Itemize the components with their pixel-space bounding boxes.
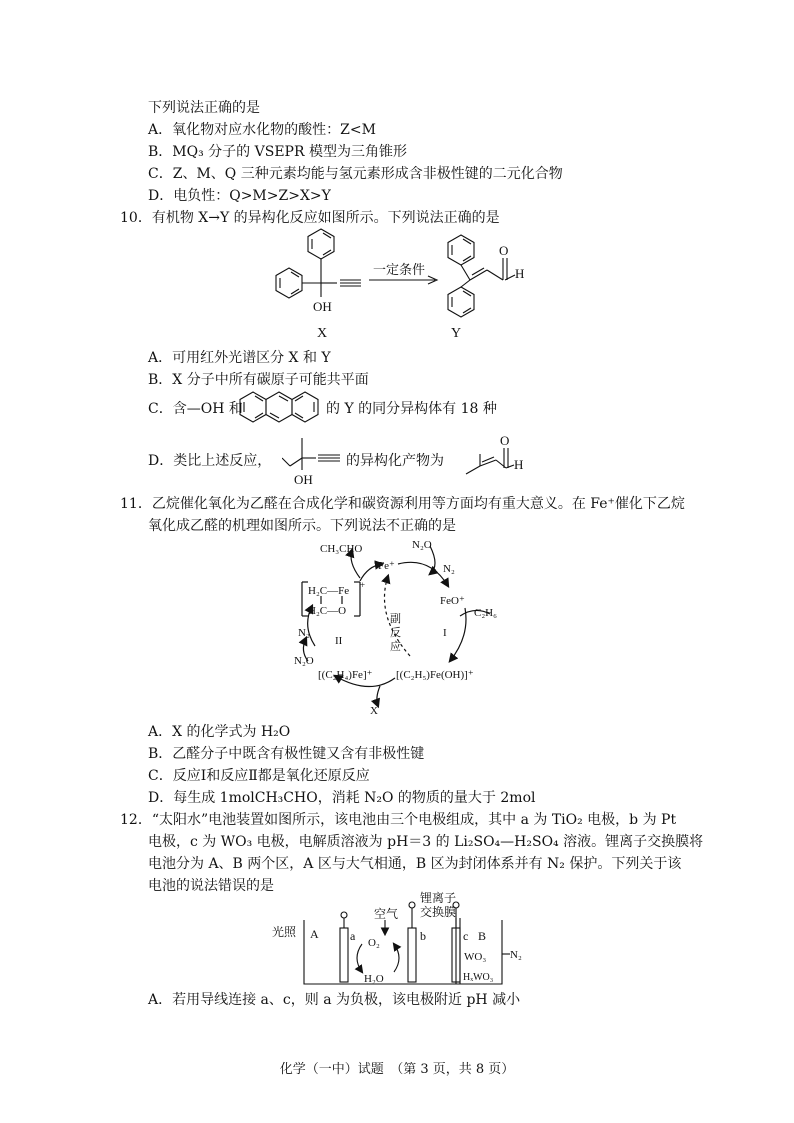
q10-option-b: B．X 分子中所有碳原子可能共平面 xyxy=(148,372,369,388)
electrode-b-label: b xyxy=(420,929,426,943)
q12-stem-line2: 电极，c 为 WO₃ 电极，电解质溶液为 pH＝3 的 Li₂SO₄—H₂SO₄ 溶液。锂离子交换膜将 xyxy=(148,834,704,850)
q12-battery-diagram xyxy=(270,890,530,988)
side-reaction-label-1: 副 xyxy=(390,613,401,625)
q11-option-b: B．乙醛分子中既含有极性键又含有非极性键 xyxy=(148,746,425,762)
q10-option-a: A．可用红外光谱区分 X 和 Y xyxy=(148,350,331,366)
zone-a-label: A xyxy=(310,927,319,941)
q10-reaction-figure xyxy=(265,225,545,343)
ch3cho-label: CH₃CHO xyxy=(320,543,363,555)
q10-option-d-prefix: D．类比上述反应， xyxy=(148,453,272,469)
q10-option-c-suffix: 的 Y 的同分异构体有 18 种 xyxy=(326,401,497,417)
product-x-label: X xyxy=(370,705,378,716)
q9-stem: 下列说法正确的是 xyxy=(148,100,260,116)
q10-o-label: O xyxy=(499,243,509,258)
enal-product-structure xyxy=(460,432,530,482)
q12-option-a: A．若用导线连接 a、c，则 a 为负极，该电极附近 pH 减小 xyxy=(148,992,521,1008)
hxwo3-label: HₓWO₃ xyxy=(463,972,494,983)
q9-option-c: C．Z、M、Q 三种元素均能与氢元素形成含非极性键的二元化合物 xyxy=(148,166,563,182)
q9-option-a: A．氧化物对应水化物的酸性：Z<M xyxy=(148,122,376,138)
q10-oh-label: OH xyxy=(313,299,332,314)
membrane-label-1: 锂离子 xyxy=(420,891,457,905)
q10-x-label: X xyxy=(317,326,328,341)
electrode-c-label: c xyxy=(463,929,469,943)
feo-plus-label: FeO⁺ xyxy=(440,595,465,607)
q10-y-label: Y xyxy=(451,326,462,341)
cation-plus-label: + xyxy=(360,580,366,590)
q10-stem: 10．有机物 X→Y 的异构化反应如图所示。下列说法正确的是 xyxy=(120,210,500,226)
fe-plus-label: Fe⁺ xyxy=(378,560,395,572)
air-label: 空气 xyxy=(374,907,399,921)
q12-stem-line1: 12．“太阳水”电池装置如图所示，该电池由三个电极组成，其中 a 为 TiO₂ 电极，b 为 Pt xyxy=(120,812,677,828)
n2o-left-label: N₂O xyxy=(294,655,314,667)
step-i-label: I xyxy=(443,627,447,639)
q10-arrow-condition: 一定条件 xyxy=(373,262,426,277)
step-ii-label: II xyxy=(335,635,343,647)
side-reaction-label-2: 反 xyxy=(390,627,401,639)
q11-stem-line2: 氧化成乙醛的机理如图所示。下列说法不正确的是 xyxy=(148,518,456,534)
c2h4fe-label: [(C₂H₄)Fe]⁺ xyxy=(318,669,373,681)
c2h6-label: C₂H₆ xyxy=(474,607,497,619)
alkynol-structure xyxy=(282,434,346,490)
q10-option-d-middle: 的异构化产物为 xyxy=(346,453,444,469)
zone-b-label: B xyxy=(478,929,487,943)
enal-h-label: H xyxy=(514,457,524,472)
membrane-label-2: 交换膜 xyxy=(420,905,457,919)
q10-h-label: H xyxy=(515,266,525,281)
page-footer: 化学（一中）试题 （第 3 页，共 8 页） xyxy=(279,1062,515,1077)
c2h5feoh-label: [(C₂H₅)Fe(OH)]⁺ xyxy=(396,669,474,681)
n2-top-label: N₂ xyxy=(443,563,455,575)
q11-option-a: A．X 的化学式为 H₂O xyxy=(148,724,291,740)
q10-option-c-prefix: C．含—OH 和 xyxy=(148,401,243,417)
q11-mechanism-diagram xyxy=(280,536,540,716)
n2-protection-label: N₂ xyxy=(510,949,522,961)
side-reaction-label-3: 应 xyxy=(390,641,401,653)
q12-stem-line3: 电池分为 A、B 两个区，A 区与大气相通，B 区为封闭体系并有 N₂ 保护。下列关于该 xyxy=(148,856,682,872)
light-label: 光照 xyxy=(272,925,297,939)
n2o-top-label: N₂O xyxy=(412,539,432,551)
q12-stem-line4: 电池的说法错误的是 xyxy=(148,878,274,894)
h2c-o-label: H₂C—O xyxy=(308,605,347,617)
o2-label: O₂ xyxy=(368,937,380,949)
q11-stem-line1: 11．乙烷催化氧化为乙醛在合成化学和碳资源利用等方面均有重大意义。在 Fe⁺催化下乙烷 xyxy=(120,496,685,512)
q9-option-d: D．电负性：Q>M>Z>X>Y xyxy=(148,188,331,204)
q9-option-b: B．MQ₃ 分子的 VSEPR 模型为三角锥形 xyxy=(148,144,407,160)
wo3-label: WO₃ xyxy=(464,951,487,963)
q11-option-d: D．每生成 1molCH₃CHO，消耗 N₂O 的物质的量大于 2mol xyxy=(148,790,536,806)
electrode-a-label: a xyxy=(350,929,356,943)
enal-o-label: O xyxy=(500,433,510,448)
h2c-fe-label: H₂C—Fe xyxy=(308,585,350,597)
h2o-label: H₂O xyxy=(364,973,384,985)
n2-left-label: N₂ xyxy=(298,627,310,639)
q11-option-c: C．反应Ⅰ和反应Ⅱ都是氧化还原反应 xyxy=(148,768,370,784)
anthracene-structure xyxy=(238,388,326,428)
d-oh-label: OH xyxy=(294,472,313,487)
